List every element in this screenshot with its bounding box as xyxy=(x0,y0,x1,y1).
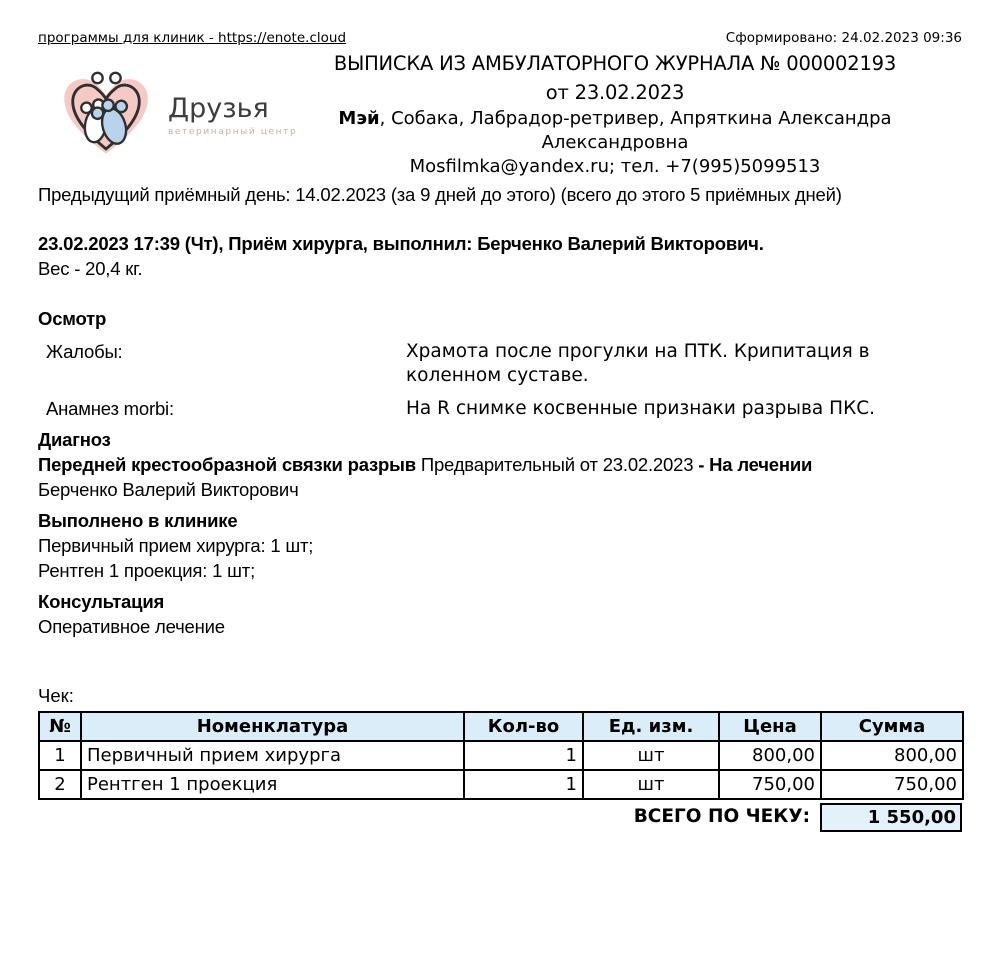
clinic-logo-text xyxy=(168,94,297,137)
col-header-number: № xyxy=(39,712,81,741)
table-row xyxy=(39,770,963,799)
receipt-table xyxy=(38,711,964,800)
row-quantity: 1 xyxy=(464,741,583,770)
heart-paws-icon xyxy=(54,65,158,165)
row-quantity: 1 xyxy=(464,770,583,799)
weight-line: Вес - 20,4 кг. xyxy=(38,258,143,280)
section-exam-title: Осмотр xyxy=(38,308,107,330)
owner-contact: Mosfilmka@yandex.ru; тел. +7(995)5099513 xyxy=(409,156,821,178)
total-label: ВСЕГО ПО ЧЕКУ: xyxy=(633,806,810,828)
section-performed-title: Выполнено в клинике xyxy=(38,510,238,532)
header-text-block xyxy=(295,49,935,179)
exam-value-complaints: Храмота после прогулки на ПТК. Крипитация в коленном суставе. xyxy=(406,341,870,387)
receipt-total-row xyxy=(38,803,962,832)
row-number: 1 xyxy=(39,741,81,770)
section-consultation-title: Консультация xyxy=(38,591,165,613)
patient-name: Мэй xyxy=(338,108,380,130)
generated-timestamp: Сформировано: 24.02.2023 09:36 xyxy=(725,30,962,46)
col-header-quantity: Кол-во xyxy=(464,712,583,741)
table-row xyxy=(39,741,963,770)
clinic-subtitle: ветеринарный центр xyxy=(168,126,298,137)
exam-row xyxy=(38,340,962,388)
row-unit: шт xyxy=(583,741,719,770)
clinic-name: Друзья xyxy=(168,92,269,124)
diagnosis-name: Передней крестообразной связки разрыв xyxy=(38,454,416,476)
exam-label-complaints: Жалобы: xyxy=(46,341,123,363)
col-header-unit: Ед. изм. xyxy=(583,712,719,741)
patient-line xyxy=(295,107,935,155)
top-bar xyxy=(38,30,962,46)
row-price: 750,00 xyxy=(719,770,821,799)
document-date: от 23.02.2023 xyxy=(545,81,685,105)
col-header-price: Цена xyxy=(719,712,821,741)
clinic-logo xyxy=(54,65,297,165)
row-unit: шт xyxy=(583,770,719,799)
diagnosis-text xyxy=(38,453,962,477)
row-number: 2 xyxy=(39,770,81,799)
appointment-line: 23.02.2023 17:39 (Чт), Приём хирурга, выполнил: Берченко Валерий Викторович. xyxy=(38,233,764,255)
performed-item: Рентген 1 проекция: 1 шт; xyxy=(38,560,256,582)
exam-row xyxy=(38,397,962,421)
diagnosis-state: - На лечении xyxy=(698,454,813,476)
enote-link[interactable]: программы для клиник - https://enote.cloud xyxy=(38,30,347,46)
total-value: 1 550,00 xyxy=(820,803,962,832)
diagnosis-status: Предварительный от 23.02.2023 xyxy=(415,454,699,476)
exam-label-anamnesis: Анамнез morbi: xyxy=(46,398,174,420)
col-header-nomenclature: Номенклатура xyxy=(81,712,464,741)
receipt-label: Чек: xyxy=(38,685,74,707)
receipt-header-row xyxy=(39,712,963,741)
consultation-value: Оперативное лечение xyxy=(38,616,225,638)
row-nomenclature: Рентген 1 проекция xyxy=(81,770,464,799)
document-title: ВЫПИСКА ИЗ АМБУЛАТОРНОГО ЖУРНАЛА № 000002193 xyxy=(333,52,897,76)
document-header xyxy=(38,49,962,179)
section-diagnosis-title: Диагноз xyxy=(38,429,111,451)
previous-visit-note: Предыдущий приёмный день: 14.02.2023 (за 9 дней до этого) (всего до этого 5 приёмных дней) xyxy=(38,184,842,206)
col-header-sum: Сумма xyxy=(821,712,963,741)
row-price: 800,00 xyxy=(719,741,821,770)
row-sum: 800,00 xyxy=(821,741,963,770)
row-sum: 750,00 xyxy=(821,770,963,799)
row-nomenclature: Первичный прием хирурга xyxy=(81,741,464,770)
patient-details: , Собака, Лабрадор-ретривер, Апряткина Александра Александровна xyxy=(379,108,892,154)
performed-item: Первичный прием хирурга: 1 шт; xyxy=(38,535,314,557)
diagnosis-doctor: Берченко Валерий Викторович xyxy=(38,479,299,501)
exam-value-anamnesis: На R снимке косвенные признаки разрыва ПКС. xyxy=(406,398,875,420)
